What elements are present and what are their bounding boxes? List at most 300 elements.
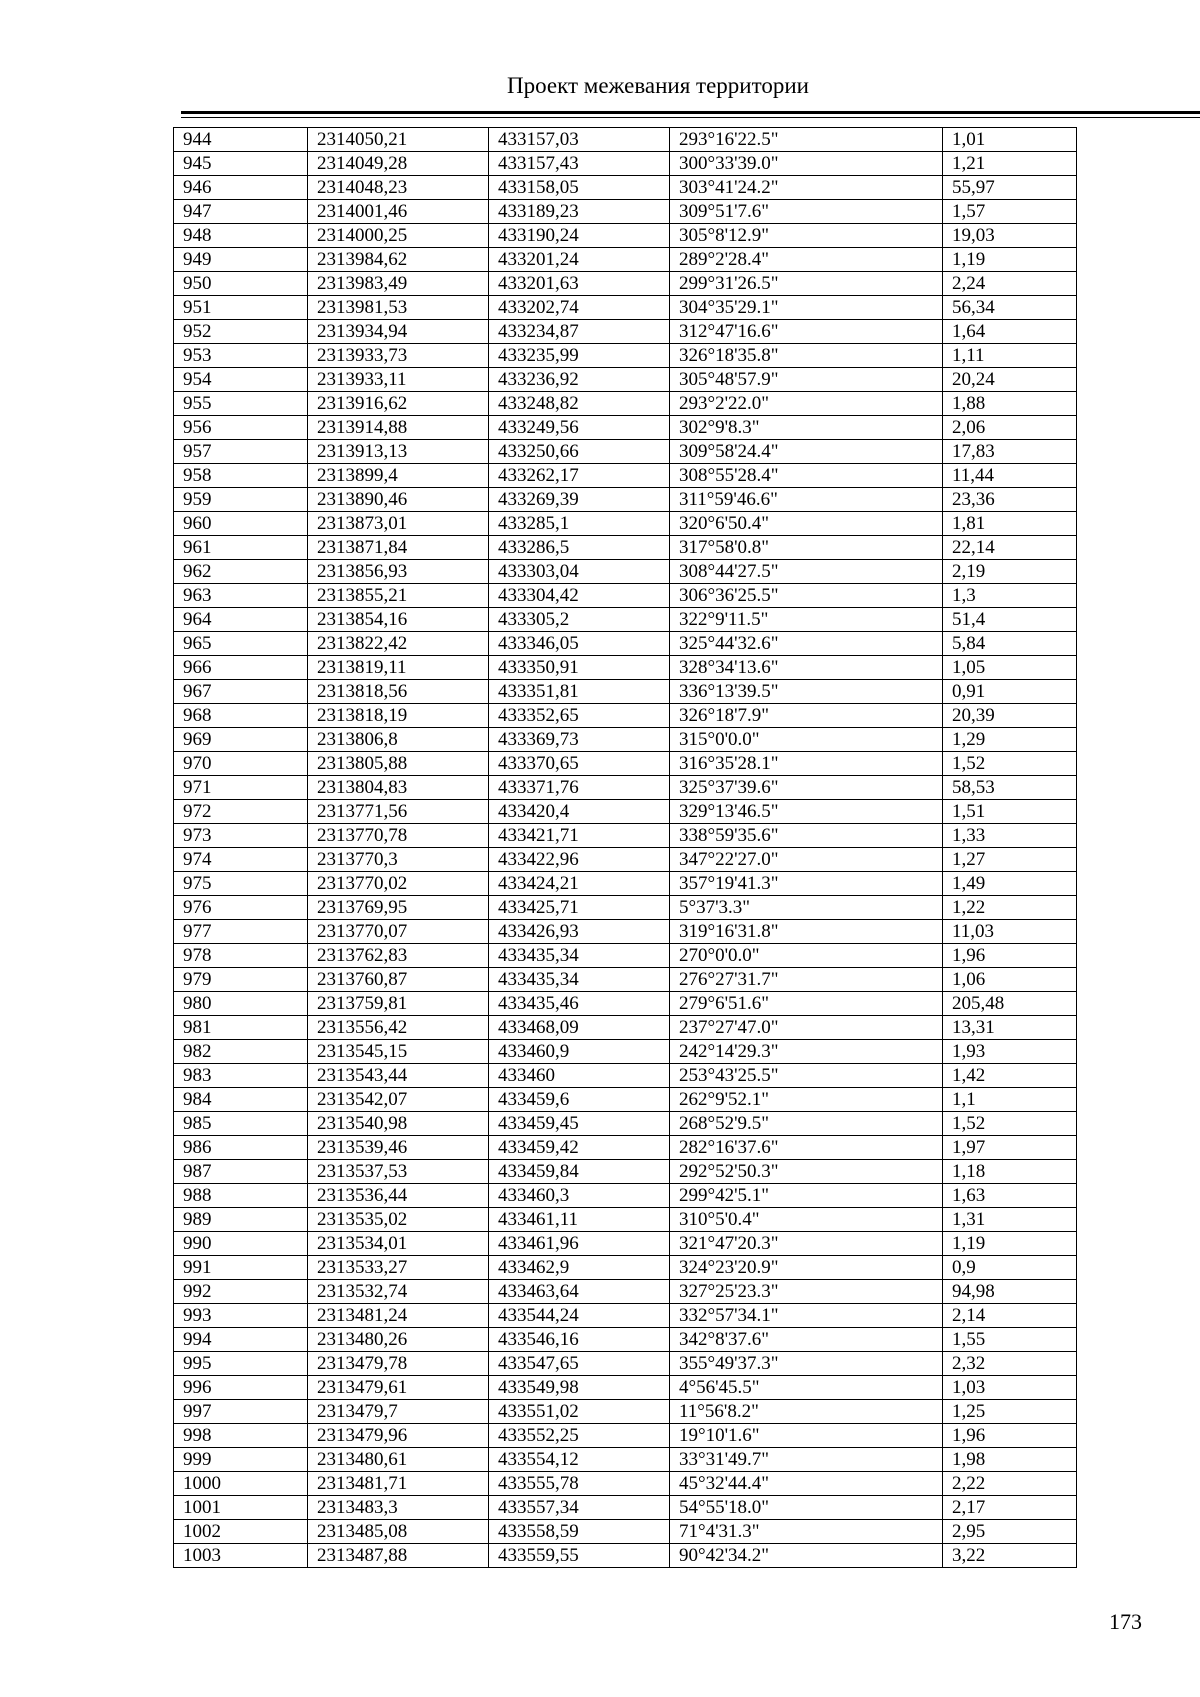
y-coordinate-cell: 433190,24 xyxy=(489,224,670,248)
page-number: 173 xyxy=(1109,1609,1142,1634)
bearing-cell: 311°59'46.6" xyxy=(670,488,943,512)
x-coordinate-cell: 2313914,88 xyxy=(308,416,489,440)
table-row xyxy=(174,320,1077,344)
bearing-cell: 316°35'28.1" xyxy=(670,752,943,776)
point-number-cell: 989 xyxy=(174,1208,308,1232)
point-number-cell: 945 xyxy=(174,152,308,176)
table-row xyxy=(174,848,1077,872)
x-coordinate-cell: 2313856,93 xyxy=(308,560,489,584)
distance-cell: 1,42 xyxy=(943,1064,1077,1088)
table-row xyxy=(174,344,1077,368)
y-coordinate-cell: 433250,66 xyxy=(489,440,670,464)
y-coordinate-cell: 433557,34 xyxy=(489,1496,670,1520)
header-rule-thick xyxy=(181,111,1200,114)
x-coordinate-cell: 2313480,26 xyxy=(308,1328,489,1352)
point-number-cell: 981 xyxy=(174,1016,308,1040)
point-number-cell: 1002 xyxy=(174,1520,308,1544)
bearing-cell: 289°2'28.4" xyxy=(670,248,943,272)
point-number-cell: 966 xyxy=(174,656,308,680)
y-coordinate-cell: 433157,03 xyxy=(489,128,670,152)
point-number-cell: 990 xyxy=(174,1232,308,1256)
distance-cell: 1,03 xyxy=(943,1376,1077,1400)
bearing-cell: 336°13'39.5" xyxy=(670,680,943,704)
point-number-cell: 977 xyxy=(174,920,308,944)
distance-cell: 2,17 xyxy=(943,1496,1077,1520)
bearing-cell: 268°52'9.5" xyxy=(670,1112,943,1136)
table-row xyxy=(174,536,1077,560)
table-row xyxy=(174,1184,1077,1208)
point-number-cell: 1003 xyxy=(174,1544,308,1568)
y-coordinate-cell: 433459,84 xyxy=(489,1160,670,1184)
distance-cell: 205,48 xyxy=(943,992,1077,1016)
bearing-cell: 292°52'50.3" xyxy=(670,1160,943,1184)
x-coordinate-cell: 2313770,3 xyxy=(308,848,489,872)
point-number-cell: 994 xyxy=(174,1328,308,1352)
point-number-cell: 975 xyxy=(174,872,308,896)
distance-cell: 13,31 xyxy=(943,1016,1077,1040)
point-number-cell: 946 xyxy=(174,176,308,200)
bearing-cell: 305°48'57.9" xyxy=(670,368,943,392)
table-row xyxy=(174,1496,1077,1520)
point-number-cell: 950 xyxy=(174,272,308,296)
y-coordinate-cell: 433305,2 xyxy=(489,608,670,632)
x-coordinate-cell: 2313540,98 xyxy=(308,1112,489,1136)
coordinates-table-body xyxy=(174,128,1077,1568)
y-coordinate-cell: 433352,65 xyxy=(489,704,670,728)
distance-cell: 1,01 xyxy=(943,128,1077,152)
x-coordinate-cell: 2313480,61 xyxy=(308,1448,489,1472)
x-coordinate-cell: 2313545,15 xyxy=(308,1040,489,1064)
point-number-cell: 972 xyxy=(174,800,308,824)
distance-cell: 1,96 xyxy=(943,944,1077,968)
point-number-cell: 974 xyxy=(174,848,308,872)
table-row xyxy=(174,752,1077,776)
table-row xyxy=(174,992,1077,1016)
y-coordinate-cell: 433421,71 xyxy=(489,824,670,848)
y-coordinate-cell: 433235,99 xyxy=(489,344,670,368)
x-coordinate-cell: 2313481,24 xyxy=(308,1304,489,1328)
bearing-cell: 310°5'0.4" xyxy=(670,1208,943,1232)
distance-cell: 1,81 xyxy=(943,512,1077,536)
bearing-cell: 324°23'20.9" xyxy=(670,1256,943,1280)
table-row xyxy=(174,1376,1077,1400)
distance-cell: 1,27 xyxy=(943,848,1077,872)
point-number-cell: 979 xyxy=(174,968,308,992)
table-row xyxy=(174,1112,1077,1136)
y-coordinate-cell: 433460,9 xyxy=(489,1040,670,1064)
bearing-cell: 325°44'32.6" xyxy=(670,632,943,656)
x-coordinate-cell: 2313916,62 xyxy=(308,392,489,416)
distance-cell: 0,9 xyxy=(943,1256,1077,1280)
table-row xyxy=(174,800,1077,824)
x-coordinate-cell: 2313479,61 xyxy=(308,1376,489,1400)
x-coordinate-cell: 2313479,78 xyxy=(308,1352,489,1376)
point-number-cell: 961 xyxy=(174,536,308,560)
x-coordinate-cell: 2313818,19 xyxy=(308,704,489,728)
bearing-cell: 299°42'5.1" xyxy=(670,1184,943,1208)
bearing-cell: 54°55'18.0" xyxy=(670,1496,943,1520)
y-coordinate-cell: 433547,65 xyxy=(489,1352,670,1376)
point-number-cell: 964 xyxy=(174,608,308,632)
distance-cell: 1,97 xyxy=(943,1136,1077,1160)
distance-cell: 1,88 xyxy=(943,392,1077,416)
distance-cell: 11,03 xyxy=(943,920,1077,944)
bearing-cell: 357°19'41.3" xyxy=(670,872,943,896)
point-number-cell: 998 xyxy=(174,1424,308,1448)
distance-cell: 1,25 xyxy=(943,1400,1077,1424)
header-rule-thin xyxy=(181,117,1200,118)
y-coordinate-cell: 433286,5 xyxy=(489,536,670,560)
distance-cell: 1,51 xyxy=(943,800,1077,824)
x-coordinate-cell: 2313479,96 xyxy=(308,1424,489,1448)
distance-cell: 2,22 xyxy=(943,1472,1077,1496)
distance-cell: 1,63 xyxy=(943,1184,1077,1208)
x-coordinate-cell: 2313769,95 xyxy=(308,896,489,920)
x-coordinate-cell: 2313890,46 xyxy=(308,488,489,512)
bearing-cell: 328°34'13.6" xyxy=(670,656,943,680)
y-coordinate-cell: 433435,34 xyxy=(489,968,670,992)
distance-cell: 1,29 xyxy=(943,728,1077,752)
bearing-cell: 329°13'46.5" xyxy=(670,800,943,824)
point-number-cell: 987 xyxy=(174,1160,308,1184)
point-number-cell: 988 xyxy=(174,1184,308,1208)
y-coordinate-cell: 433459,42 xyxy=(489,1136,670,1160)
x-coordinate-cell: 2313805,88 xyxy=(308,752,489,776)
distance-cell: 1,93 xyxy=(943,1040,1077,1064)
distance-cell: 1,1 xyxy=(943,1088,1077,1112)
table-row xyxy=(174,128,1077,152)
distance-cell: 1,49 xyxy=(943,872,1077,896)
table-row xyxy=(174,1448,1077,1472)
table-row xyxy=(174,368,1077,392)
x-coordinate-cell: 2313535,02 xyxy=(308,1208,489,1232)
x-coordinate-cell: 2313770,07 xyxy=(308,920,489,944)
distance-cell: 1,55 xyxy=(943,1328,1077,1352)
y-coordinate-cell: 433420,4 xyxy=(489,800,670,824)
bearing-cell: 45°32'44.4" xyxy=(670,1472,943,1496)
point-number-cell: 984 xyxy=(174,1088,308,1112)
y-coordinate-cell: 433371,76 xyxy=(489,776,670,800)
table-row xyxy=(174,176,1077,200)
y-coordinate-cell: 433546,16 xyxy=(489,1328,670,1352)
point-number-cell: 960 xyxy=(174,512,308,536)
table-row xyxy=(174,200,1077,224)
distance-cell: 22,14 xyxy=(943,536,1077,560)
table-row xyxy=(174,1256,1077,1280)
table-row xyxy=(174,1520,1077,1544)
distance-cell: 1,06 xyxy=(943,968,1077,992)
y-coordinate-cell: 433303,04 xyxy=(489,560,670,584)
y-coordinate-cell: 433202,74 xyxy=(489,296,670,320)
table-row xyxy=(174,1136,1077,1160)
x-coordinate-cell: 2313873,01 xyxy=(308,512,489,536)
x-coordinate-cell: 2314000,25 xyxy=(308,224,489,248)
bearing-cell: 279°6'51.6" xyxy=(670,992,943,1016)
x-coordinate-cell: 2313533,27 xyxy=(308,1256,489,1280)
x-coordinate-cell: 2313819,11 xyxy=(308,656,489,680)
x-coordinate-cell: 2313485,08 xyxy=(308,1520,489,1544)
distance-cell: 1,98 xyxy=(943,1448,1077,1472)
point-number-cell: 983 xyxy=(174,1064,308,1088)
point-number-cell: 991 xyxy=(174,1256,308,1280)
distance-cell: 1,05 xyxy=(943,656,1077,680)
table-row xyxy=(174,392,1077,416)
bearing-cell: 317°58'0.8" xyxy=(670,536,943,560)
distance-cell: 2,32 xyxy=(943,1352,1077,1376)
bearing-cell: 332°57'34.1" xyxy=(670,1304,943,1328)
x-coordinate-cell: 2313913,13 xyxy=(308,440,489,464)
distance-cell: 1,18 xyxy=(943,1160,1077,1184)
point-number-cell: 992 xyxy=(174,1280,308,1304)
bearing-cell: 237°27'47.0" xyxy=(670,1016,943,1040)
y-coordinate-cell: 433435,46 xyxy=(489,992,670,1016)
bearing-cell: 312°47'16.6" xyxy=(670,320,943,344)
distance-cell: 1,19 xyxy=(943,248,1077,272)
x-coordinate-cell: 2313539,46 xyxy=(308,1136,489,1160)
point-number-cell: 953 xyxy=(174,344,308,368)
x-coordinate-cell: 2313760,87 xyxy=(308,968,489,992)
x-coordinate-cell: 2313804,83 xyxy=(308,776,489,800)
bearing-cell: 303°41'24.2" xyxy=(670,176,943,200)
y-coordinate-cell: 433369,73 xyxy=(489,728,670,752)
y-coordinate-cell: 433459,45 xyxy=(489,1112,670,1136)
y-coordinate-cell: 433158,05 xyxy=(489,176,670,200)
y-coordinate-cell: 433422,96 xyxy=(489,848,670,872)
table-row xyxy=(174,1424,1077,1448)
y-coordinate-cell: 433463,64 xyxy=(489,1280,670,1304)
bearing-cell: 253°43'25.5" xyxy=(670,1064,943,1088)
distance-cell: 20,39 xyxy=(943,704,1077,728)
point-number-cell: 969 xyxy=(174,728,308,752)
distance-cell: 58,53 xyxy=(943,776,1077,800)
table-row xyxy=(174,248,1077,272)
bearing-cell: 11°56'8.2" xyxy=(670,1400,943,1424)
x-coordinate-cell: 2313532,74 xyxy=(308,1280,489,1304)
bearing-cell: 305°8'12.9" xyxy=(670,224,943,248)
y-coordinate-cell: 433426,93 xyxy=(489,920,670,944)
table-row xyxy=(174,1088,1077,1112)
point-number-cell: 958 xyxy=(174,464,308,488)
point-number-cell: 949 xyxy=(174,248,308,272)
distance-cell: 1,19 xyxy=(943,1232,1077,1256)
distance-cell: 1,11 xyxy=(943,344,1077,368)
distance-cell: 1,96 xyxy=(943,1424,1077,1448)
bearing-cell: 309°51'7.6" xyxy=(670,200,943,224)
bearing-cell: 326°18'35.8" xyxy=(670,344,943,368)
y-coordinate-cell: 433304,42 xyxy=(489,584,670,608)
bearing-cell: 293°2'22.0" xyxy=(670,392,943,416)
table-row xyxy=(174,896,1077,920)
table-row xyxy=(174,416,1077,440)
table-row xyxy=(174,152,1077,176)
point-number-cell: 986 xyxy=(174,1136,308,1160)
bearing-cell: 315°0'0.0" xyxy=(670,728,943,752)
x-coordinate-cell: 2313483,3 xyxy=(308,1496,489,1520)
table-row xyxy=(174,440,1077,464)
y-coordinate-cell: 433468,09 xyxy=(489,1016,670,1040)
x-coordinate-cell: 2313981,53 xyxy=(308,296,489,320)
x-coordinate-cell: 2313479,7 xyxy=(308,1400,489,1424)
distance-cell: 23,36 xyxy=(943,488,1077,512)
bearing-cell: 306°36'25.5" xyxy=(670,584,943,608)
table-row xyxy=(174,584,1077,608)
table-row xyxy=(174,1064,1077,1088)
table-row xyxy=(174,1472,1077,1496)
table-row xyxy=(174,1544,1077,1568)
bearing-cell: 347°22'27.0" xyxy=(670,848,943,872)
point-number-cell: 973 xyxy=(174,824,308,848)
y-coordinate-cell: 433558,59 xyxy=(489,1520,670,1544)
y-coordinate-cell: 433351,81 xyxy=(489,680,670,704)
x-coordinate-cell: 2313854,16 xyxy=(308,608,489,632)
distance-cell: 2,06 xyxy=(943,416,1077,440)
bearing-cell: 71°4'31.3" xyxy=(670,1520,943,1544)
bearing-cell: 19°10'1.6" xyxy=(670,1424,943,1448)
x-coordinate-cell: 2313933,73 xyxy=(308,344,489,368)
bearing-cell: 299°31'26.5" xyxy=(670,272,943,296)
bearing-cell: 5°37'3.3" xyxy=(670,896,943,920)
x-coordinate-cell: 2313822,42 xyxy=(308,632,489,656)
y-coordinate-cell: 433555,78 xyxy=(489,1472,670,1496)
x-coordinate-cell: 2313855,21 xyxy=(308,584,489,608)
bearing-cell: 320°6'50.4" xyxy=(670,512,943,536)
table-row xyxy=(174,560,1077,584)
y-coordinate-cell: 433544,24 xyxy=(489,1304,670,1328)
bearing-cell: 276°27'31.7" xyxy=(670,968,943,992)
table-row xyxy=(174,632,1077,656)
bearing-cell: 325°37'39.6" xyxy=(670,776,943,800)
y-coordinate-cell: 433462,9 xyxy=(489,1256,670,1280)
table-row xyxy=(174,464,1077,488)
x-coordinate-cell: 2313481,71 xyxy=(308,1472,489,1496)
table-row xyxy=(174,1160,1077,1184)
distance-cell: 17,83 xyxy=(943,440,1077,464)
y-coordinate-cell: 433157,43 xyxy=(489,152,670,176)
table-row xyxy=(174,1280,1077,1304)
x-coordinate-cell: 2313806,8 xyxy=(308,728,489,752)
point-number-cell: 982 xyxy=(174,1040,308,1064)
bearing-cell: 300°33'39.0" xyxy=(670,152,943,176)
table-row xyxy=(174,488,1077,512)
x-coordinate-cell: 2313759,81 xyxy=(308,992,489,1016)
x-coordinate-cell: 2313771,56 xyxy=(308,800,489,824)
coordinates-table xyxy=(173,127,1077,1568)
point-number-cell: 965 xyxy=(174,632,308,656)
bearing-cell: 282°16'37.6" xyxy=(670,1136,943,1160)
y-coordinate-cell: 433461,11 xyxy=(489,1208,670,1232)
x-coordinate-cell: 2313818,56 xyxy=(308,680,489,704)
table-row xyxy=(174,680,1077,704)
bearing-cell: 302°9'8.3" xyxy=(670,416,943,440)
point-number-cell: 971 xyxy=(174,776,308,800)
y-coordinate-cell: 433189,23 xyxy=(489,200,670,224)
point-number-cell: 962 xyxy=(174,560,308,584)
bearing-cell: 327°25'23.3" xyxy=(670,1280,943,1304)
table-row xyxy=(174,920,1077,944)
y-coordinate-cell: 433551,02 xyxy=(489,1400,670,1424)
x-coordinate-cell: 2313934,94 xyxy=(308,320,489,344)
bearing-cell: 322°9'11.5" xyxy=(670,608,943,632)
bearing-cell: 4°56'45.5" xyxy=(670,1376,943,1400)
bearing-cell: 242°14'29.3" xyxy=(670,1040,943,1064)
point-number-cell: 985 xyxy=(174,1112,308,1136)
bearing-cell: 342°8'37.6" xyxy=(670,1328,943,1352)
point-number-cell: 963 xyxy=(174,584,308,608)
table-row xyxy=(174,824,1077,848)
point-number-cell: 1001 xyxy=(174,1496,308,1520)
table-row xyxy=(174,728,1077,752)
point-number-cell: 967 xyxy=(174,680,308,704)
distance-cell: 1,31 xyxy=(943,1208,1077,1232)
y-coordinate-cell: 433460 xyxy=(489,1064,670,1088)
table-row xyxy=(174,872,1077,896)
table-row xyxy=(174,1400,1077,1424)
point-number-cell: 978 xyxy=(174,944,308,968)
distance-cell: 3,22 xyxy=(943,1544,1077,1568)
point-number-cell: 1000 xyxy=(174,1472,308,1496)
point-number-cell: 956 xyxy=(174,416,308,440)
bearing-cell: 293°16'22.5" xyxy=(670,128,943,152)
y-coordinate-cell: 433424,21 xyxy=(489,872,670,896)
bearing-cell: 355°49'37.3" xyxy=(670,1352,943,1376)
distance-cell: 1,33 xyxy=(943,824,1077,848)
x-coordinate-cell: 2313770,02 xyxy=(308,872,489,896)
x-coordinate-cell: 2313534,01 xyxy=(308,1232,489,1256)
y-coordinate-cell: 433249,56 xyxy=(489,416,670,440)
distance-cell: 2,95 xyxy=(943,1520,1077,1544)
point-number-cell: 995 xyxy=(174,1352,308,1376)
x-coordinate-cell: 2313487,88 xyxy=(308,1544,489,1568)
bearing-cell: 309°58'24.4" xyxy=(670,440,943,464)
y-coordinate-cell: 433285,1 xyxy=(489,512,670,536)
point-number-cell: 980 xyxy=(174,992,308,1016)
table-row xyxy=(174,512,1077,536)
table-row xyxy=(174,1208,1077,1232)
x-coordinate-cell: 2313556,42 xyxy=(308,1016,489,1040)
y-coordinate-cell: 433425,71 xyxy=(489,896,670,920)
table-row xyxy=(174,776,1077,800)
table-row xyxy=(174,704,1077,728)
distance-cell: 19,03 xyxy=(943,224,1077,248)
distance-cell: 94,98 xyxy=(943,1280,1077,1304)
distance-cell: 20,24 xyxy=(943,368,1077,392)
distance-cell: 55,97 xyxy=(943,176,1077,200)
table-row xyxy=(174,608,1077,632)
distance-cell: 0,91 xyxy=(943,680,1077,704)
point-number-cell: 997 xyxy=(174,1400,308,1424)
bearing-cell: 308°55'28.4" xyxy=(670,464,943,488)
y-coordinate-cell: 433554,12 xyxy=(489,1448,670,1472)
point-number-cell: 955 xyxy=(174,392,308,416)
point-number-cell: 970 xyxy=(174,752,308,776)
table-row xyxy=(174,968,1077,992)
distance-cell: 5,84 xyxy=(943,632,1077,656)
x-coordinate-cell: 2314001,46 xyxy=(308,200,489,224)
y-coordinate-cell: 433549,98 xyxy=(489,1376,670,1400)
distance-cell: 1,52 xyxy=(943,752,1077,776)
distance-cell: 1,21 xyxy=(943,152,1077,176)
bearing-cell: 319°16'31.8" xyxy=(670,920,943,944)
bearing-cell: 270°0'0.0" xyxy=(670,944,943,968)
point-number-cell: 993 xyxy=(174,1304,308,1328)
y-coordinate-cell: 433370,65 xyxy=(489,752,670,776)
y-coordinate-cell: 433269,39 xyxy=(489,488,670,512)
distance-cell: 2,19 xyxy=(943,560,1077,584)
y-coordinate-cell: 433552,25 xyxy=(489,1424,670,1448)
point-number-cell: 996 xyxy=(174,1376,308,1400)
table-row xyxy=(174,656,1077,680)
distance-cell: 2,14 xyxy=(943,1304,1077,1328)
